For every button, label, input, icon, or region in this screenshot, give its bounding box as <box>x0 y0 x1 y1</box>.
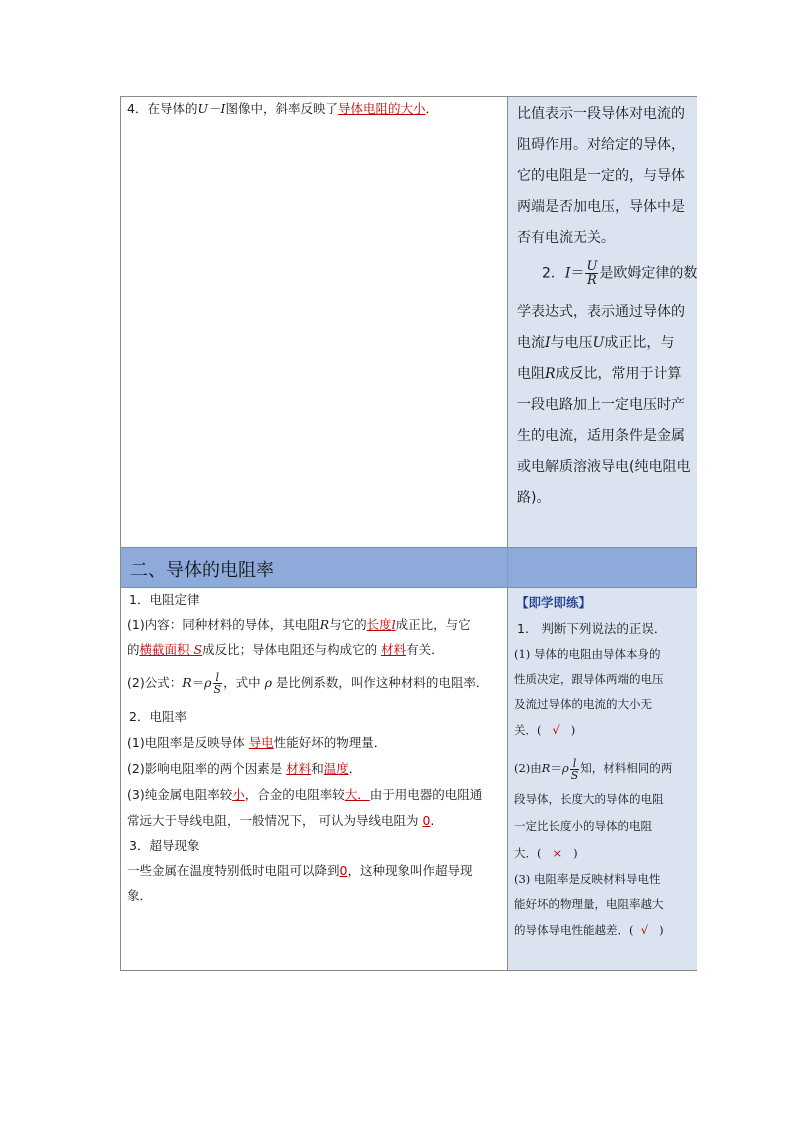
notes-table <box>120 96 697 971</box>
answer-blank: 长度l <box>366 617 396 632</box>
question-line: (3) 电阻率是反映材料导电性 <box>514 872 661 886</box>
practice-intro: 1. 判断下列说法的正误． <box>517 621 667 636</box>
resistivity-line: (2)影响电阻率的两个因素是 材料和温度． <box>127 761 362 776</box>
fraction-l-over-s: $\frac{l}{S}$ <box>570 756 579 782</box>
law-content-line: 的横截面积 S成反比；导体电阻还与构成它的 材料有关． <box>127 642 444 657</box>
note-line: 两端是否加电压，导体中是 <box>517 199 685 215</box>
practice-title: 【即学即练】 <box>516 595 592 610</box>
resistivity-line: 常远大于导线电阻，一般情况下， 可认为导线电阻为 0. <box>127 813 435 828</box>
note-line: 电阻R成反比，常用于计算 <box>517 366 682 382</box>
question-line: (1) 导体的电阻由导体本身的 <box>514 647 661 661</box>
heading-resistivity: 2．电阻率 <box>129 709 187 724</box>
section-title: 二、导体的电阻率 <box>130 560 274 581</box>
note-line: 否有电流无关。 <box>517 230 615 246</box>
note-line: 电流I与电压U成正比，与 <box>517 335 675 351</box>
answer-blank: 大． <box>344 787 370 802</box>
check-mark: √ <box>640 923 649 937</box>
answer-blank: 导体电阻的大小 <box>337 101 426 116</box>
question-line: 一定比长度小的导体的电阻 <box>514 819 652 833</box>
heading-superconductivity: 3．超导现象 <box>129 838 200 853</box>
header-divider <box>507 548 508 587</box>
note-line: 一段电路加上一定电压时产 <box>517 397 685 413</box>
check-mark: √ <box>552 723 560 737</box>
question-line: (2)由R＝ρ $\frac{l}{S}$ 知，材料相同的两 <box>514 756 673 782</box>
fraction-l-over-s: $\frac{l}{S}$ <box>213 671 222 696</box>
answer-blank: 材料 <box>286 761 312 776</box>
question-line: 大．( × ) <box>514 846 578 860</box>
law-content-line: (1)内容：同种材料的导体，其电阻R与它的长度l成正比，与它 <box>127 617 471 632</box>
superconductivity-line: 一些金属在温度特别低时电阻可以降到0，这种现象叫作超导现 <box>127 863 473 878</box>
answer-blank: 横截面积 S <box>139 642 203 657</box>
note-line: 比值表示一段导体对电流的 <box>517 106 685 122</box>
cross-mark: × <box>552 846 563 860</box>
heading-resistance-law: 1．电阻定律 <box>129 592 200 607</box>
question-line: 及流过导体的电流的大小无 <box>514 697 652 711</box>
answer-blank: 温度 <box>323 761 349 776</box>
question-line: 段导体，长度大的导体的电阻 <box>514 792 664 806</box>
note-line: 学表达式，表示通过导体的 <box>517 304 685 320</box>
answer-blank: 小 <box>232 787 245 802</box>
superconductivity-line: 象． <box>127 888 153 903</box>
note-line: 生的电流，适用条件是金属 <box>517 428 685 444</box>
note-line: 阻碍作用。对给定的导体， <box>517 137 685 153</box>
question-line: 性质决定，跟导体两端的电压 <box>514 672 664 686</box>
question-line: 关．( √ ) <box>514 723 576 737</box>
column-divider <box>507 97 508 970</box>
note-line: 它的电阻是一定的，与导体 <box>517 168 685 184</box>
note-line: 路)。 <box>517 490 551 506</box>
sidebar-note-bg <box>508 97 697 547</box>
answer-blank: 导电 <box>248 735 274 750</box>
formula-line: (2)公式：R＝ρ $\frac{l}{S}$ ，式中 ρ 是比例系数，叫作这种材料的电阻率． <box>127 671 489 696</box>
item-4: 4．在导体的U－I图像中，斜率反映了导体电阻的大小． <box>127 101 438 116</box>
resistivity-line: (3)纯金属电阻率较小，合金的电阻率较大．由于用电器的电阻通 <box>127 787 483 802</box>
answer-blank: 0 <box>339 863 348 878</box>
question-line: 能好坏的物理量，电阻率越大 <box>514 897 664 911</box>
note-line: 或电解质溶液导电(纯电阻电 <box>517 459 691 475</box>
section-header <box>121 547 696 588</box>
fraction-u-over-r: $\frac{U}{R}$ <box>586 259 598 288</box>
resistivity-line: (1)电阻率是反映导体 导电性能好坏的物理量． <box>127 735 387 750</box>
answer-blank: 材料 <box>381 642 407 657</box>
answer-blank: 0 <box>422 813 431 828</box>
question-line: 的导体导电性能越差．( √ ) <box>514 923 664 937</box>
ohm-law-line: 2．I＝ $\frac{U}{R}$ 是欧姆定律的数 <box>542 259 698 288</box>
